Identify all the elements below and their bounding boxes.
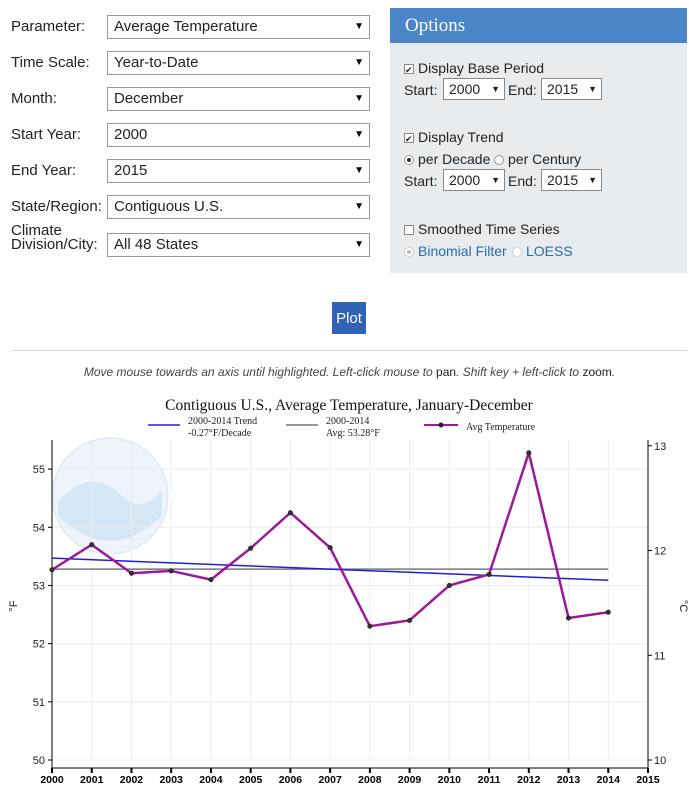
end-year-label: End Year: [11, 162, 77, 179]
x-tick-label: 2008 [358, 774, 382, 786]
chevron-down-icon: ▼ [354, 57, 364, 68]
y-tick-label-left: 52 [32, 638, 45, 651]
data-point-2005 [248, 546, 253, 551]
state-region-select[interactable] [107, 195, 370, 219]
parameter-select[interactable] [107, 15, 370, 39]
base-period-option[interactable] [404, 60, 544, 76]
base-start-label: Start: [404, 82, 438, 98]
hint-text-3: . [611, 365, 616, 379]
y-tick-label-left: 53 [32, 580, 45, 593]
data-point-2008 [368, 624, 373, 629]
parameter-label: Parameter: [11, 18, 86, 35]
chevron-down-icon: ▼ [491, 175, 500, 185]
state-region-value: Contiguous U.S. [114, 198, 224, 215]
smoothed-checkbox[interactable] [404, 225, 414, 235]
legend-series-name: Avg Temperature [466, 422, 536, 433]
x-tick-label: 2015 [636, 774, 660, 786]
x-tick-label: 2000 [40, 774, 64, 786]
y-tick-label-right: 10 [654, 755, 667, 767]
chevron-down-icon: ▼ [354, 93, 364, 104]
data-point-2000 [50, 567, 55, 572]
trend-start-select[interactable] [443, 169, 505, 191]
x-tick-label: 2011 [477, 774, 501, 786]
end-year-value: 2015 [114, 162, 148, 179]
x-tick-label: 2005 [238, 774, 263, 786]
data-point-2014 [606, 610, 611, 615]
data-point-2009 [407, 618, 412, 623]
data-point-2007 [328, 545, 333, 550]
trend-start-label: Start: [404, 173, 438, 189]
hint-zoom: zoom [582, 365, 612, 379]
climate-division-row [0, 222, 372, 256]
base-start-value: 2000 [449, 81, 481, 97]
plot-button[interactable]: Plot [332, 302, 366, 334]
y-axis-label-left: °F [8, 600, 20, 612]
trend-option[interactable] [404, 129, 504, 145]
chevron-down-icon: ▼ [588, 84, 597, 94]
trend-label: Display Trend [418, 129, 504, 145]
y-axis-label-right: °C [677, 599, 689, 613]
parameter-row [0, 15, 372, 39]
x-tick-label: 2006 [278, 774, 303, 786]
y-tick-label-right: 12 [654, 545, 667, 558]
y-tick-label-right: 11 [654, 650, 666, 663]
hint-text-2: . Shift key + left-click to [456, 365, 583, 379]
y-tick-label-left: 51 [32, 696, 45, 709]
divider [11, 350, 687, 351]
options-panel [390, 8, 687, 273]
trend-end-value: 2015 [547, 172, 579, 188]
loess-label: LOESS [526, 243, 573, 259]
state-region-row [0, 195, 372, 219]
x-tick-label: 2004 [199, 774, 223, 786]
x-tick-label: 2001 [80, 774, 104, 786]
per-decade-radio[interactable] [404, 155, 414, 165]
x-tick-label: 2010 [437, 774, 462, 786]
per-century-label: per Century [508, 151, 582, 167]
chevron-down-icon: ▼ [354, 201, 364, 212]
data-point-2004 [209, 577, 214, 582]
trend-checkbox[interactable] [404, 133, 414, 143]
time-scale-select[interactable] [107, 51, 370, 75]
month-label: Month: [11, 90, 57, 107]
legend-trend-line1: 2000-2014 Trend [188, 416, 258, 427]
x-tick-label: 2002 [119, 774, 144, 786]
base-end-label: End: [508, 82, 537, 98]
chevron-down-icon: ▼ [354, 21, 364, 32]
x-tick-label: 2014 [596, 774, 620, 786]
temperature-chart[interactable] [0, 385, 689, 799]
chevron-down-icon: ▼ [588, 175, 597, 185]
x-tick-label: 2009 [397, 774, 422, 786]
trend-end-label: End: [508, 173, 537, 189]
end-year-select[interactable] [107, 159, 370, 183]
chevron-down-icon: ▼ [354, 165, 364, 176]
hint-pan: pan [436, 365, 457, 379]
data-point-2013 [566, 616, 571, 621]
time-scale-label: Time Scale: [11, 54, 90, 71]
x-tick-label: 2012 [517, 774, 541, 786]
time-scale-value: Year-to-Date [114, 54, 199, 71]
base-start-select[interactable] [443, 78, 505, 100]
climate-division-label-line2: Division/City: [11, 236, 98, 253]
chevron-down-icon: ▼ [354, 239, 364, 250]
binomial-label: Binomial Filter [418, 243, 507, 259]
base-period-label: Display Base Period [418, 60, 545, 76]
data-point-2012 [527, 451, 532, 456]
loess-option[interactable] [512, 243, 573, 259]
legend-series-marker [439, 423, 444, 428]
x-tick-label: 2007 [318, 774, 342, 786]
trend-start-value: 2000 [449, 172, 481, 188]
data-point-2011 [487, 572, 492, 577]
legend-base-line1: 2000-2014 [326, 416, 370, 427]
time-scale-row [0, 51, 372, 75]
data-point-2002 [129, 571, 134, 576]
month-select[interactable] [107, 87, 370, 111]
binomial-radio[interactable] [404, 247, 414, 257]
state-region-label: State/Region: [11, 198, 102, 215]
start-year-row [0, 123, 372, 147]
data-point-2006 [288, 510, 293, 515]
climate-division-value: All 48 States [114, 236, 199, 253]
climate-division-label-line1: Climate [11, 222, 62, 239]
x-tick-label: 2013 [556, 774, 581, 786]
legend-trend-line2: -0.27°F/Decade [188, 428, 252, 439]
chart-title: Contiguous U.S., Average Temperature, January-December [165, 397, 533, 414]
data-point-2001 [89, 542, 94, 547]
per-decade-option[interactable] [404, 151, 490, 167]
per-decade-label: per Decade [418, 151, 491, 167]
per-century-option[interactable] [494, 151, 581, 167]
legend-base-line2: Avg: 53.28°F [326, 428, 380, 439]
trend-end-select[interactable] [541, 169, 602, 191]
climate-division-select[interactable] [107, 233, 370, 257]
chart-hint [0, 365, 689, 379]
month-value: December [114, 90, 184, 107]
y-tick-label-left: 50 [32, 755, 45, 767]
data-point-2010 [447, 583, 452, 588]
y-tick-label-left: 54 [32, 522, 45, 535]
y-tick-label-left: 55 [32, 464, 45, 477]
month-row [0, 87, 372, 111]
hint-text-1: Move mouse towards an axis until highlighted. Left-click mouse to [83, 365, 437, 379]
loess-radio[interactable] [512, 247, 522, 257]
base-end-value: 2015 [547, 81, 579, 97]
data-point-2003 [169, 569, 174, 574]
base-end-select[interactable] [541, 78, 602, 100]
smoothed-option[interactable] [404, 221, 560, 237]
x-tick-label: 2003 [159, 774, 183, 786]
binomial-option[interactable] [404, 243, 507, 259]
parameter-value: Average Temperature [114, 18, 258, 35]
per-century-radio[interactable] [494, 155, 504, 165]
base-period-checkbox[interactable] [404, 64, 414, 74]
chevron-down-icon: ▼ [354, 129, 364, 140]
y-tick-label-right: 13 [654, 440, 667, 453]
smoothed-label: Smoothed Time Series [418, 221, 560, 237]
start-year-label: Start Year: [11, 126, 82, 143]
start-year-value: 2000 [114, 126, 148, 143]
chevron-down-icon: ▼ [491, 84, 500, 94]
options-title: Options [390, 8, 687, 43]
start-year-select[interactable] [107, 123, 370, 147]
end-year-row [0, 159, 372, 183]
